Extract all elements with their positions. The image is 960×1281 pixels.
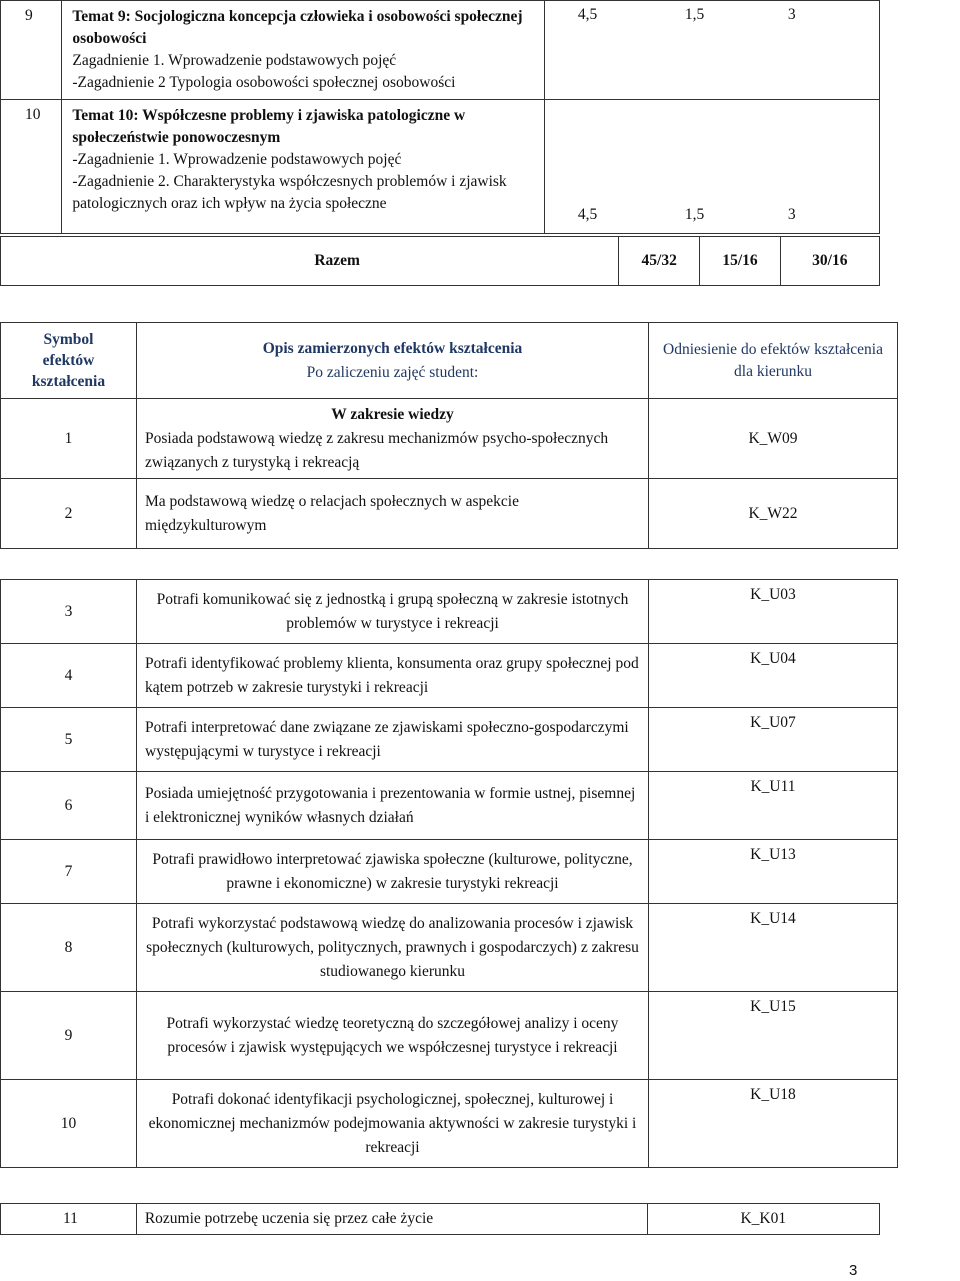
- outcomes-header-row: [1, 323, 898, 399]
- topic-line: -Zagadnienie 2 Typologia osobowości społecznej osobowości: [72, 74, 456, 91]
- outcome-number: 3: [1, 580, 137, 644]
- outcome-row: [1, 399, 898, 479]
- outcome-code: K_U04: [649, 644, 898, 708]
- outcome-text: Potrafi prawidłowo interpretować zjawiska społeczne (kulturowe, polityczne, prawne i ekonomiczne) w zakresie turystyki rekreacji: [137, 840, 649, 904]
- outcome-row: [1, 840, 898, 904]
- totals-self-study: 30/16: [780, 237, 879, 286]
- totals-table: [0, 236, 880, 286]
- outcome-row: [1, 580, 898, 644]
- topics-table: [0, 0, 880, 234]
- outcome-text: Posiada umiejętność przygotowania i prezentowania w formie ustnej, pisemnej i elektronicznej wyników własnych działań: [137, 772, 649, 840]
- outcome-number: 10: [1, 1080, 137, 1168]
- outcome-number: 2: [1, 479, 137, 549]
- outcome-row: [1, 708, 898, 772]
- attitude-table: [0, 1203, 880, 1235]
- spacer-cell: [1, 549, 898, 580]
- outcome-number: 1: [1, 399, 137, 479]
- header-description-title: Opis zamierzonych efektów kształcenia: [262, 339, 523, 357]
- hours-exercise: 1,5: [684, 206, 705, 223]
- outcome-code: K_U18: [649, 1080, 898, 1168]
- totals-exercise: 15/16: [700, 237, 780, 286]
- outcome-code: K_W09: [649, 399, 898, 479]
- outcome-code: K_U11: [649, 772, 898, 840]
- topic-number: 9: [1, 1, 62, 100]
- outcome-text: Potrafi wykorzystać wiedzę teoretyczną do szczegółowej analizy i oceny procesów i zjawisk występujących we współczesnej turystyce i rekreacji: [137, 992, 649, 1080]
- totals-label: Razem: [1, 237, 619, 286]
- outcome-text: Potrafi dokonać identyfikacji psychologicznej, społecznej, kulturowej i ekonomicznej mechanizmów podejmowania aktywności w zakresie turystyki i rekreacji: [137, 1080, 649, 1168]
- outcome-row: [1, 772, 898, 840]
- outcome-text: Posiada podstawową wiedzę z zakresu mechanizmów psycho-społecznych związanych z turystyką i rekreacją: [145, 429, 609, 471]
- hours-exercise: 1,5: [684, 6, 705, 23]
- outcome-number: 11: [1, 1204, 137, 1235]
- outcome-row: [1, 904, 898, 992]
- outcome-number: 9: [1, 992, 137, 1080]
- outcome-code: K_U14: [649, 904, 898, 992]
- outcome-row: [1, 1204, 880, 1235]
- hours-self-study: 3: [787, 6, 796, 23]
- outcome-text: Rozumie potrzebę uczenia się przez całe życie: [136, 1204, 647, 1235]
- topic-line: -Zagadnienie 2. Charakterystyka współczesnych problemów i zjawisk patologicznych oraz ich wpływ na życia społeczne: [72, 173, 507, 212]
- outcome-text: Potrafi identyfikować problemy klienta, konsumenta oraz grupy społecznej pod kątem potrzeb w zakresie turystyki i rekreacji: [137, 644, 649, 708]
- outcome-number: 5: [1, 708, 137, 772]
- outcome-code: K_U15: [649, 992, 898, 1080]
- outcome-text: Ma podstawową wiedzę o relacjach społecznych w aspekcie międzykulturowym: [137, 479, 649, 549]
- outcome-code: K_U13: [649, 840, 898, 904]
- topic-line: Zagadnienie 1. Wprowadzenie podstawowych pojęć: [72, 52, 397, 69]
- outcome-number: 4: [1, 644, 137, 708]
- header-symbol: Symbol efektów kształcenia: [1, 323, 137, 399]
- topic-row: [1, 100, 880, 234]
- topic-description: [62, 100, 544, 234]
- header-reference: Odniesienie do efektów kształcenia dla kierunku: [649, 323, 898, 399]
- page-number: 3: [849, 1262, 858, 1279]
- totals-row: [1, 237, 880, 286]
- outcome-description: [137, 399, 649, 479]
- hours-self-study: 3: [787, 206, 796, 223]
- outcome-row: [1, 992, 898, 1080]
- header-description-subtitle: Po zaliczeniu zajęć student:: [306, 363, 479, 381]
- topic-description: [62, 1, 544, 100]
- topic-row: [1, 1, 880, 100]
- outcome-row: [1, 479, 898, 549]
- topic-hours: [544, 1, 879, 100]
- outcome-text: Potrafi wykorzystać podstawową wiedzę do analizowania procesów i zjawisk społecznych (kulturowych, politycznych, prawnych i gospodarczych) z zakresu studiowanego kierunku: [137, 904, 649, 992]
- topic-line: -Zagadnienie 1. Wprowadzenie podstawowych pojęć: [72, 151, 402, 168]
- learning-outcomes-table: [0, 322, 898, 1168]
- spacer-row: [1, 549, 898, 580]
- outcome-number: 6: [1, 772, 137, 840]
- outcome-number: 7: [1, 840, 137, 904]
- section-heading-knowledge: W zakresie wiedzy: [331, 405, 454, 423]
- topic-title: Temat 9: Socjologiczna koncepcja człowieka i osobowości społecznej osobowości: [72, 8, 523, 47]
- outcome-code: K_K01: [647, 1204, 879, 1235]
- hours-lecture: 4,5: [577, 6, 598, 23]
- topic-hours: [544, 100, 879, 234]
- outcome-row: [1, 1080, 898, 1168]
- outcome-number: 8: [1, 904, 137, 992]
- outcome-code: K_U03: [649, 580, 898, 644]
- hours-lecture: 4,5: [577, 206, 598, 223]
- outcome-text: Potrafi komunikować się z jednostką i grupą społeczną w zakresie istotnych problemów w turystyce i rekreacji: [137, 580, 649, 644]
- topic-number: 10: [1, 100, 62, 234]
- outcome-code: K_U07: [649, 708, 898, 772]
- totals-lecture: 45/32: [618, 237, 699, 286]
- outcome-row: [1, 644, 898, 708]
- topic-title: Temat 10: Współczesne problemy i zjawiska patologiczne w społeczeństwie ponowoczesnym: [72, 107, 466, 146]
- outcome-text: Potrafi interpretować dane związane ze zjawiskami społeczno-gospodarczymi występującymi w turystyce i rekreacji: [137, 708, 649, 772]
- outcome-code: K_W22: [649, 479, 898, 549]
- header-description: [137, 323, 649, 399]
